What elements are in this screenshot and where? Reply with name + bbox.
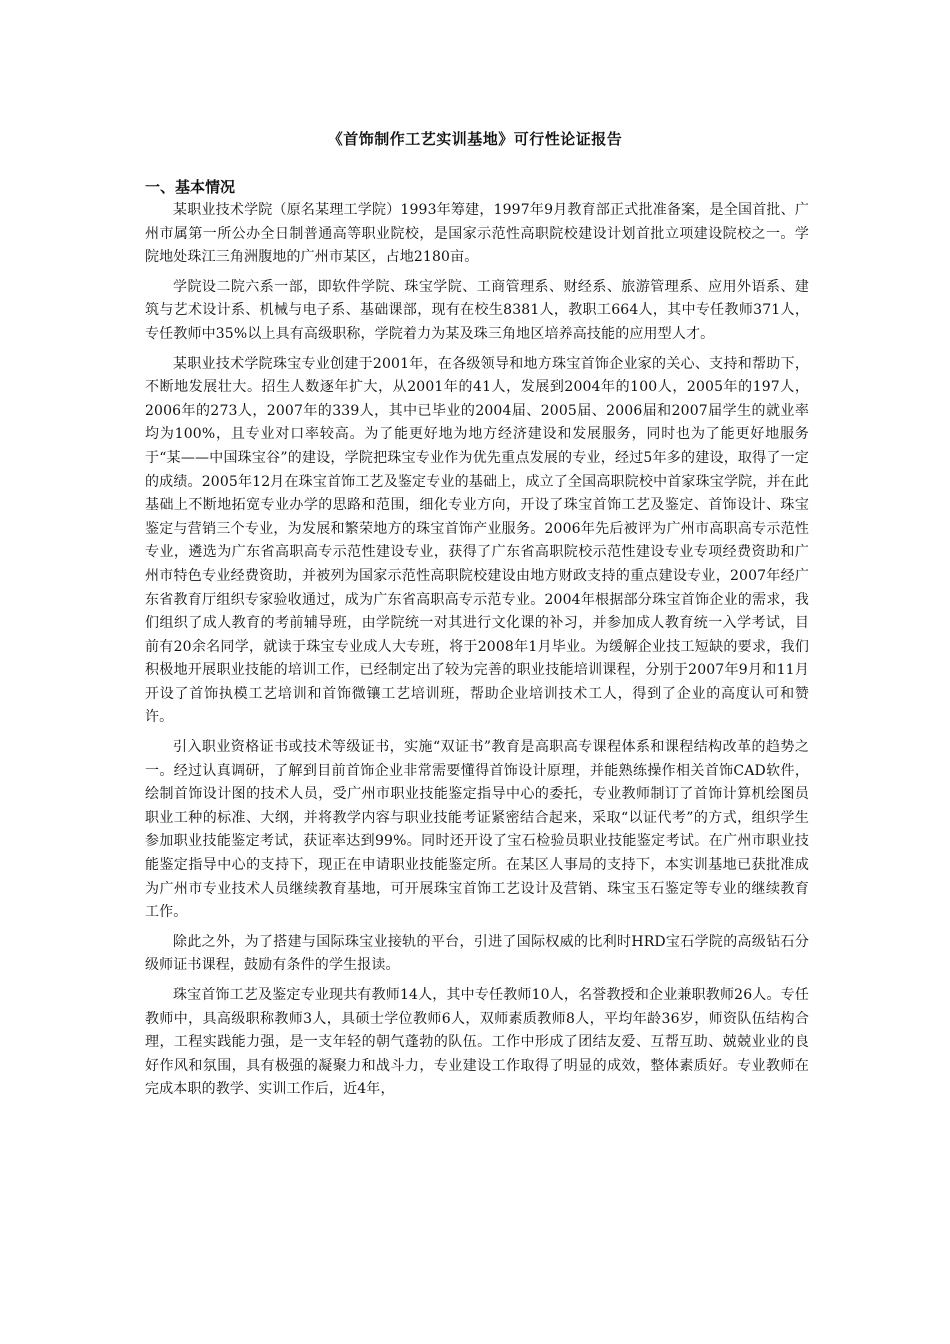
paragraph-school-overview: 某职业技术学院（原名某理工学院）1993年筹建，1997年9月教育部正式批准备案，是全国首批、广州市属第一所公办全日制普通高等职业院校，是国家示范性高职院校建设计划首批立项建设院校之一。学院地处珠江三角洲腹地的广州市某区，占地2180亩。: [145, 202, 809, 266]
paragraph-dual-certificate: 引入职业资格证书或技术等级证书，实施“双证书”教育是高职高专课程体系和课程结构改革的趋势之一。经过认真调研，了解到目前首饰企业非常需要懂得首饰设计原理，并能熟练操作相关首饰CAD软件，绘制首饰设计图的技术人员，受广州市职业技能鉴定指导中心的委托，专业教师制订了首饰计算机绘图员职业工种的标准、大纲，并将教学内容与职业技能考证紧密结合起来，采取“以证代考”的方式，组织学生参加职业技能鉴定考试，获证率达到99%。同时还开设了宝石检验员职业技能鉴定考试。在广州市职业技能鉴定指导中心的支持下，现正在申请职业技能鉴定所。在某区人事局的支持下，本实训基地已获批准成为广州市专业技术人员继续教育基地，可开展珠宝首饰工艺设计及营销、珠宝玉石鉴定等专业的继续教育工作。: [145, 739, 809, 921]
paragraph-teaching-staff: 珠宝首饰工艺及鉴定专业现共有教师14人，其中专任教师10人，名誉教授和企业兼职教师26人。专任教师中，具高级职称教师3人，具硕士学位教师6人，双师素质教师8人，平均年龄36岁，师资队伍结构合理，工程实践能力强，是一支年轻的朝气蓬勃的队伍。工作中形成了团结友爱、互帮互助、兢兢业业的良好作风和氛围，具有极强的凝聚力和战斗力，专业建设工作取得了明显的成效，整体素质好。专业教师在完成本职的教学、实训工作后，近4年，: [145, 987, 809, 1098]
paragraph-hrd-course: 除此之外，为了搭建与国际珠宝业接轨的平台，引进了国际权威的比利时HRD宝石学院的高级钻石分级师证书课程，鼓励有条件的学生报读。: [145, 933, 809, 974]
paragraph-jewelry-program: 某职业技术学院珠宝专业创建于2001年，在各级领导和地方珠宝首饰企业家的关心、支持和帮助下，不断地发展壮大。招生人数逐年扩大，从2001年的41人，发展到2004年的100人，2005年的197人，2006年的273人，2007年的339人，其中已毕业的2004届、2005届、2006届和2007届学生的就业率均为100%，且专业对口率较高。为了能更好地为地方经济建设和发展服务，同时也为了能更好地服务于“某——中国珠宝谷”的建设，学院把珠宝专业作为优先重点发展的专业，经过5年多的建设，取得了一定的成绩。2005年12月在珠宝首饰工艺及鉴定专业的基础上，成立了全国高职院校中首家珠宝学院，并在此基础上不断地拓宽专业办学的思路和范围，细化专业方向，开设了珠宝首饰工艺及鉴定、首饰设计、珠宝鉴定与营销三个专业，为发展和繁荣地方的珠宝首饰产业服务。2006年先后被评为广州市高职高专示范性专业，遴选为广东省高职高专示范性建设专业，获得了广东省高职院校示范性建设专业专项经费资助和广州市特色专业经费资助，并被列为国家示范性高职院校建设由地方财政支持的重点建设专业，2007年经广东省教育厅组织专家验收通过，成为广东省高职高专示范专业。2004年根据部分珠宝首饰企业的需求，我们组织了成人教育的考前辅导班，由学院统一对其进行文化课的补习，并参加成人教育统一入学考试，目前有20余名同学，就读于珠宝专业成人大专班，将于2008年1月毕业。为缓解企业技工短缺的要求，我们积极地开展职业技能的培训工作，已经制定出了较为完善的职业技能培训课程，分别于2007年9月和11月开设了首饰执模工艺培训和首饰微镶工艺培训班，帮助企业培训技术工人，得到了企业的高度认可和赞许。: [145, 355, 809, 726]
paragraph-departments: 学院设二院六系一部，即软件学院、珠宝学院、工商管理系、财经系、旅游管理系、应用外语系、建筑与艺术设计系、机械与电子系、基础课部，现有在校生8381人，教职工664人，其中专任教师371人，专任教师中35%以上具有高级职称，学院着力为某及珠三角地区培养高技能的应用型人才。: [145, 278, 809, 342]
body-text: [145, 199, 809, 1108]
section-heading: 一、基本情况: [145, 178, 236, 196]
document-title: 《首饰制作工艺实训基地》可行性论证报告: [327, 130, 623, 148]
